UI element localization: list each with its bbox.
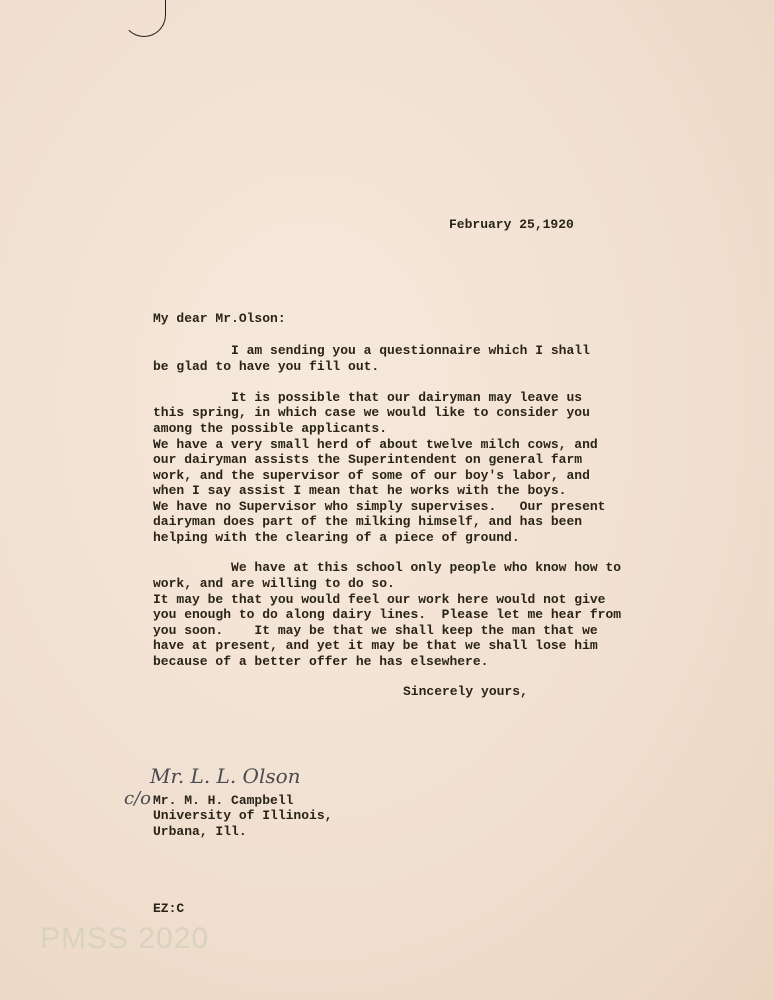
watermark: PMSS 2020	[40, 922, 210, 955]
salutation: My dear Mr.Olson:	[153, 311, 286, 326]
typist-initials: EZ:C	[153, 901, 185, 916]
body-line: this spring, in which case we would like to consider you	[153, 405, 590, 420]
body-line: It is possible that our dairyman may leave us	[153, 390, 583, 405]
address-line: Mr. M. H. Campbell	[153, 793, 294, 808]
body-line: We have a very small herd of about twelve milch cows, and	[153, 437, 598, 452]
body-line: among the possible applicants.	[153, 421, 388, 436]
address-line: Urbana, Ill.	[153, 824, 247, 839]
letter-date: February 25,1920	[449, 217, 574, 232]
pencil-mark	[122, 0, 166, 37]
body-line: have at present, and yet it may be that we shall lose him	[153, 638, 598, 653]
handwritten-name: Mr. L. L. Olson	[150, 764, 301, 788]
body-line: work, and the supervisor of some of our boy's labor, and	[153, 468, 590, 483]
body-line: because of a better offer he has elsewhere.	[153, 654, 489, 669]
closing: Sincerely yours,	[403, 684, 528, 699]
body-line: It may be that you would feel our work here would not give	[153, 592, 606, 607]
body-line: you enough to do along dairy lines. Please let me hear from	[153, 607, 622, 622]
body-line: when I say assist I mean that he works with the boys.	[153, 483, 567, 498]
handwritten-care-of: c/o	[124, 788, 151, 809]
body-line: work, and are willing to do so.	[153, 576, 395, 591]
body-line: We have no Supervisor who simply supervises. Our present	[153, 499, 606, 514]
body-line: our dairyman assists the Superintendent on general farm	[153, 452, 583, 467]
body-line: helping with the clearing of a piece of ground.	[153, 530, 520, 545]
body-line: We have at this school only people who know how to	[153, 560, 622, 575]
body-line: I am sending you a questionnaire which I shall	[153, 343, 590, 358]
body-line: dairyman does part of the milking himself, and has been	[153, 514, 583, 529]
address-line: University of Illinois,	[153, 808, 333, 823]
body-line: be glad to have you fill out.	[153, 359, 380, 374]
body-line: you soon. It may be that we shall keep the man that we	[153, 623, 598, 638]
